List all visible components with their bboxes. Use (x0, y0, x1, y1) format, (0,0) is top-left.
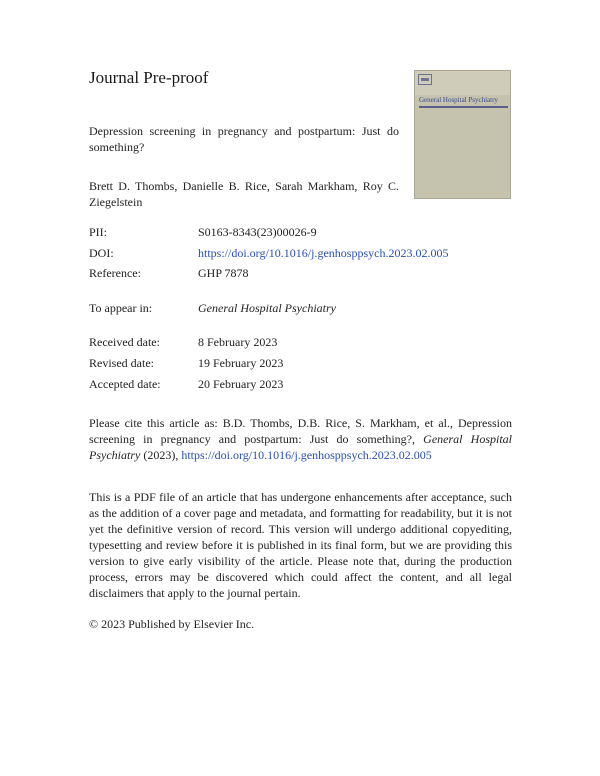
doi-link[interactable]: https://doi.org/10.1016/j.genhosppsych.2023.02.005 (198, 246, 449, 260)
pii-label: PII: (89, 225, 107, 239)
revised-date-label: Revised date: (89, 356, 154, 370)
received-date-value: 8 February 2023 (198, 335, 278, 349)
reference-value: GHP 7878 (198, 266, 249, 280)
journal-preproof-heading: Journal Pre-proof (89, 68, 209, 87)
cover-journal-name: General Hospital Psychiatry (419, 96, 498, 104)
accepted-date-value: 20 February 2023 (198, 377, 284, 391)
journal-logo-icon (418, 74, 432, 85)
copyright-notice: © 2023 Published by Elsevier Inc. (89, 617, 255, 631)
citation-doi-link[interactable]: https://doi.org/10.1016/j.genhosppsych.2023.02.005 (181, 448, 432, 462)
citation-year: (2023), (140, 448, 182, 462)
citation-prefix: Please cite this article as: B.D. Thombs, D.B. Rice, S. Markham, et al., Depression screening in pregnancy and postpartum: Just do something?, (89, 416, 512, 446)
article-title: Depression screening in pregnancy and postpartum: Just do something? (89, 124, 399, 154)
journal-cover-thumbnail (414, 70, 511, 199)
reference-label: Reference: (89, 266, 141, 280)
citation-paragraph (89, 415, 512, 463)
cover-divider (419, 106, 508, 108)
received-date-label: Received date: (89, 335, 160, 349)
accepted-date-label: Accepted date: (89, 377, 161, 391)
doi-label: DOI: (89, 246, 114, 260)
article-authors: Brett D. Thombs, Danielle B. Rice, Sarah Markham, Roy C. Ziegelstein (89, 179, 399, 209)
preproof-notice: This is a PDF file of an article that has undergone enhancements after acceptance, such as the addition of a cover page and metadata, and formatting for readability, but it is not yet the definitive version of record. This version will undergo additional copyediting, typesetting and review before it is published in its final form, but we are providing this version to give early visibility of the article. Please note that, during the production process, errors may be discovered which could affect the content, and all legal disclaimers that apply to the journal pertain. (89, 490, 512, 600)
pii-value: S0163-8343(23)00026-9 (198, 225, 317, 239)
revised-date-value: 19 February 2023 (198, 356, 284, 370)
appear-in-label: To appear in: (89, 301, 153, 315)
citation-journal: General Hospital Psychiatry (89, 432, 512, 462)
appear-in-value: General Hospital Psychiatry (198, 301, 336, 315)
